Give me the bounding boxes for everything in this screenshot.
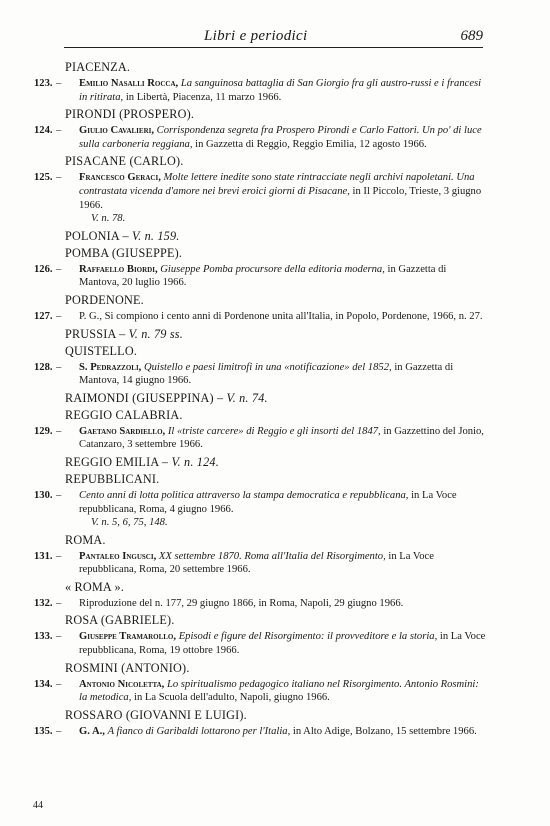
section-heading — [34, 344, 486, 359]
entry-number: 134. — [34, 678, 53, 690]
entry-source: in Libertà, Piacenza, 11 marzo 1966. — [125, 91, 282, 103]
section-heading — [34, 154, 486, 169]
entry-source: Riproduzione del n. 177, 29 giugno 1866, in Roma, Napoli, 29 giugno 1966. — [79, 597, 404, 609]
entry-number: 124. — [34, 125, 53, 137]
heading-text: PIACENZA. — [65, 60, 131, 74]
heading-text: POMBA (GIUSEPPE). — [65, 245, 183, 260]
entry-author: Pantaleo Ingusci, — [79, 550, 157, 562]
section-heading — [34, 708, 486, 723]
bibliography-list — [34, 58, 486, 741]
bibliography-entry — [34, 489, 486, 530]
running-header — [64, 28, 483, 46]
heading-text: REGGIO EMILIA – — [65, 454, 172, 469]
section-heading — [34, 107, 486, 122]
section-heading — [34, 408, 486, 423]
entry-dash: – — [56, 725, 62, 737]
entry-title: Corrispondenza segreta fra Prospero Pirondi e Carlo Fattori. Un po' di luce sulla carboneria reggiana, — [79, 125, 482, 150]
heading-text: ROSSARO (GIOVANNI E LUIGI). — [65, 707, 247, 722]
bibliography-entry — [34, 678, 486, 705]
cross-reference: V. n. 79 ss. — [128, 326, 183, 341]
page-number: 689 — [460, 28, 483, 44]
section-heading — [34, 472, 486, 487]
cross-reference: V. n. 159. — [132, 228, 180, 243]
section-heading — [34, 455, 486, 470]
entry-title: Episodi e figure del Risorgimento: il provveditore e la storia, — [178, 631, 438, 643]
heading-text: ROSMINI (ANTONIO). — [65, 660, 190, 675]
entry-title: Giuseppe Pomba procursore della editoria moderna, — [160, 263, 385, 275]
entry-source: in Gazzetta di Mantova, 20 luglio 1966. — [79, 263, 447, 289]
bibliography-entry — [34, 425, 486, 452]
heading-text: PORDENONE. — [65, 292, 144, 307]
entry-author: Emilio Nasalli Rocca, — [79, 78, 179, 89]
bibliography-entry — [34, 124, 486, 151]
entry-author: S. Pedrazzoli, — [79, 361, 142, 373]
entry-number: 127. — [34, 310, 53, 322]
entry-dash: – — [56, 597, 62, 609]
section-heading — [34, 613, 486, 628]
section-heading — [34, 246, 486, 261]
entry-source: in Gazzetta di Reggio, Reggio Emilia, 12 agosto 1966. — [195, 138, 427, 150]
heading-text: POLONIA – — [65, 228, 133, 243]
cross-reference: V. n. 5, 6, 75, 148. — [91, 517, 168, 529]
entry-source: in La Voce repubblicana, Roma, 19 ottobre 1966. — [79, 631, 486, 657]
section-heading — [34, 60, 486, 75]
entry-dash: – — [56, 678, 62, 690]
entry-source: in La Voce repubblicana, Roma, 4 giugno 1966. — [79, 489, 457, 515]
entry-title: La sanguinosa battaglia di San Giorgio fra gli austro-russi e i francesi in ritirata, — [79, 78, 482, 103]
entry-title: Lo spiritualismo pedagogico italiano nel Risorgimento. Antonio Rosmini: la metodica, — [79, 678, 479, 704]
entry-dash: – — [56, 631, 62, 643]
running-title: Libri e periodici — [204, 28, 308, 44]
entry-number: 126. — [34, 263, 53, 275]
bibliography-entry — [34, 77, 486, 104]
bibliography-entry — [34, 597, 486, 611]
entry-author: Gaetano Sardiello, — [79, 425, 166, 437]
entry-dash: – — [56, 550, 62, 562]
entry-author: Francesco Geraci, — [79, 172, 161, 184]
entry-author: G. A., — [79, 725, 105, 737]
entry-number: 131. — [34, 550, 53, 562]
entry-dash: – — [56, 78, 62, 89]
heading-text: ROSA (GABRIELE). — [65, 613, 175, 628]
entry-dash: – — [56, 125, 62, 137]
entry-number: 133. — [34, 631, 53, 643]
entry-dash: – — [56, 489, 62, 501]
cross-reference: V. n. 78. — [91, 213, 126, 225]
entry-author: Giuseppe Tramarollo, — [79, 631, 177, 643]
cross-reference: V. n. 124. — [171, 454, 219, 469]
entry-author: Giulio Cavalieri, — [79, 125, 155, 137]
entry-author: Raffaello Biordi, — [79, 263, 158, 275]
bibliography-entry — [34, 630, 486, 657]
heading-text: « ROMA ». — [65, 579, 125, 594]
entry-number: 130. — [34, 489, 53, 501]
heading-text: PRUSSIA – — [65, 326, 129, 341]
heading-text: REPUBBLICANI. — [65, 471, 160, 486]
entry-title: Cento anni di lotta politica attraverso la stampa democratica e repubblicana, — [79, 489, 409, 501]
header-rule — [64, 47, 483, 48]
heading-text: PIRONDI (PROSPERO). — [65, 107, 195, 122]
section-heading — [34, 293, 486, 308]
entry-dash: – — [56, 425, 62, 437]
entry-source: in Gazzettino del Jonio, Catanzaro, 3 settembre 1966. — [79, 425, 484, 451]
bibliography-entry — [34, 263, 486, 290]
entry-source: in Alto Adige, Bolzano, 15 settembre 1966. — [292, 725, 477, 737]
section-heading — [34, 533, 486, 548]
bibliography-entry — [34, 725, 486, 739]
entry-source: in La Scuola dell'adulto, Napoli, giugno 1966. — [134, 692, 330, 704]
entry-author: Antonio Nicoletta, — [79, 678, 165, 690]
heading-text: RAIMONDI (GIUSEPPINA) – — [65, 390, 227, 405]
entry-source: in Gazzetta di Mantova, 14 giugno 1966. — [79, 361, 454, 387]
section-heading — [34, 229, 486, 244]
entry-dash: – — [56, 263, 62, 275]
entry-title: Il «triste carcere» di Reggio e gli insorti del 1847, — [167, 425, 381, 437]
entry-number: 135. — [34, 725, 53, 737]
entry-title: A fianco di Garibaldi lottarono per l'Italia, — [107, 725, 291, 737]
entry-number: 128. — [34, 361, 53, 373]
bibliography-entry — [34, 171, 486, 225]
entry-title: Molte lettere inedite sono state rintracciate negli archivi napoletani. Una contrastata vicenda d'amore nei brevi eroici giorni di Pisacane, — [79, 172, 475, 197]
section-heading — [34, 327, 486, 342]
section-heading — [34, 391, 486, 406]
entry-source: in La Voce repubblicana, Roma, 20 settembre 1966. — [79, 550, 434, 576]
bibliography-entry — [34, 310, 486, 324]
entry-dash: – — [56, 172, 62, 184]
entry-dash: – — [56, 310, 62, 322]
bibliography-entry — [34, 361, 486, 388]
entry-title: XX settembre 1870. Roma all'Italia del Risorgimento, — [158, 550, 386, 562]
entry-dash: – — [56, 361, 62, 373]
cross-reference: V. n. 74. — [226, 390, 268, 405]
heading-text: REGGIO CALABRIA. — [65, 407, 183, 422]
entry-title: Quistello e paesi limitrofi in una «notificazione» del 1852, — [143, 361, 392, 373]
entry-number: 123. — [34, 78, 53, 89]
heading-text: ROMA. — [65, 532, 106, 547]
heading-text: PISACANE (CARLO). — [65, 154, 184, 169]
entry-source: in Il Piccolo, Trieste, 3 giugno 1966. — [79, 185, 482, 211]
entry-number: 132. — [34, 597, 53, 609]
section-heading — [34, 661, 486, 676]
entry-number: 125. — [34, 172, 53, 184]
entry-source: P. G., Si compiono i cento anni di Pordenone unita all'Italia, in Popolo, Pordenone, 1966, n. 27. — [79, 310, 483, 322]
footer-signature: 44 — [33, 800, 43, 811]
heading-text: QUISTELLO. — [65, 343, 138, 358]
section-heading — [34, 580, 486, 595]
bibliography-entry — [34, 550, 486, 577]
entry-number: 129. — [34, 425, 53, 437]
